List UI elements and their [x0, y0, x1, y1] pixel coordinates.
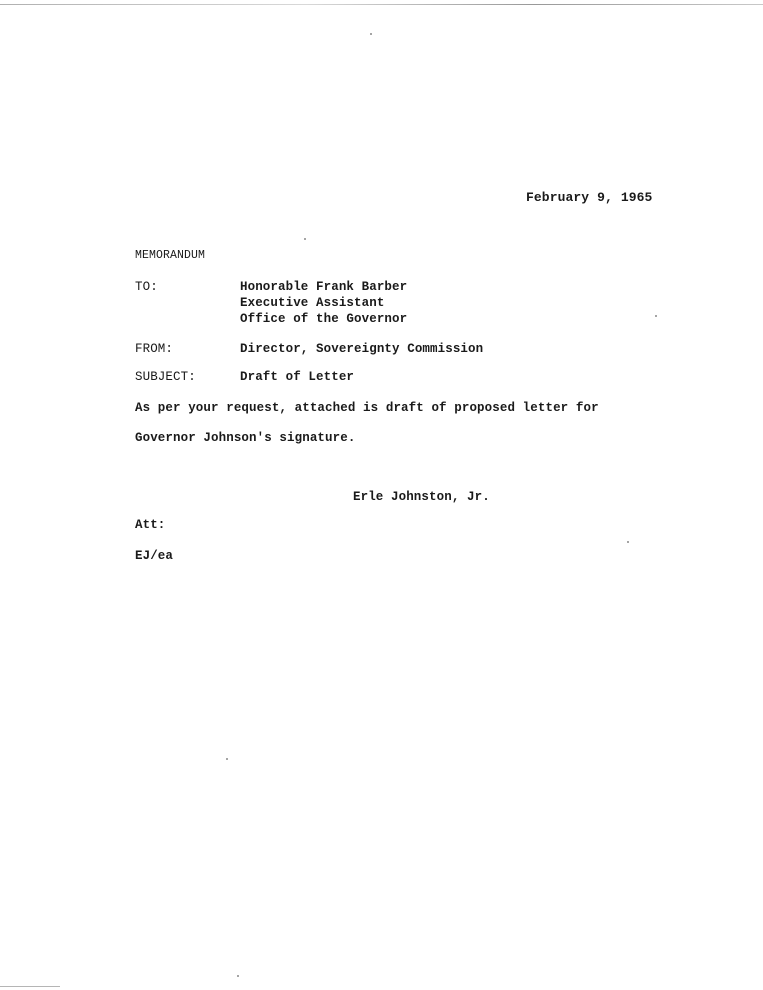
memo-title: MEMORANDUM [135, 249, 206, 262]
to-recipient-title: Executive Assistant [240, 296, 385, 310]
attachment-note: Att: [135, 518, 166, 532]
typist-initials: EJ/ea [135, 549, 174, 563]
to-recipient-name: Honorable Frank Barber [240, 280, 408, 294]
memo-date: February 9, 1965 [526, 190, 653, 205]
scan-speck [237, 975, 239, 977]
scan-speck [304, 238, 306, 240]
subject-label: SUBJECT: [135, 370, 196, 384]
from-value: Director, Sovereignty Commission [240, 342, 484, 356]
page-bottom-edge [0, 986, 60, 987]
scan-speck [226, 758, 228, 760]
signature-name: Erle Johnston, Jr. [353, 490, 490, 504]
from-label: FROM: [135, 342, 174, 356]
to-label: TO: [135, 280, 158, 294]
scan-speck [370, 33, 372, 35]
subject-value: Draft of Letter [240, 370, 355, 384]
body-text-line: As per your request, attached is draft of proposed letter for [135, 401, 599, 415]
scan-speck [627, 541, 629, 543]
page-top-edge [0, 4, 763, 5]
to-recipient-office: Office of the Governor [240, 312, 408, 326]
scan-speck [655, 315, 657, 317]
body-text-line: Governor Johnson's signature. [135, 431, 356, 445]
